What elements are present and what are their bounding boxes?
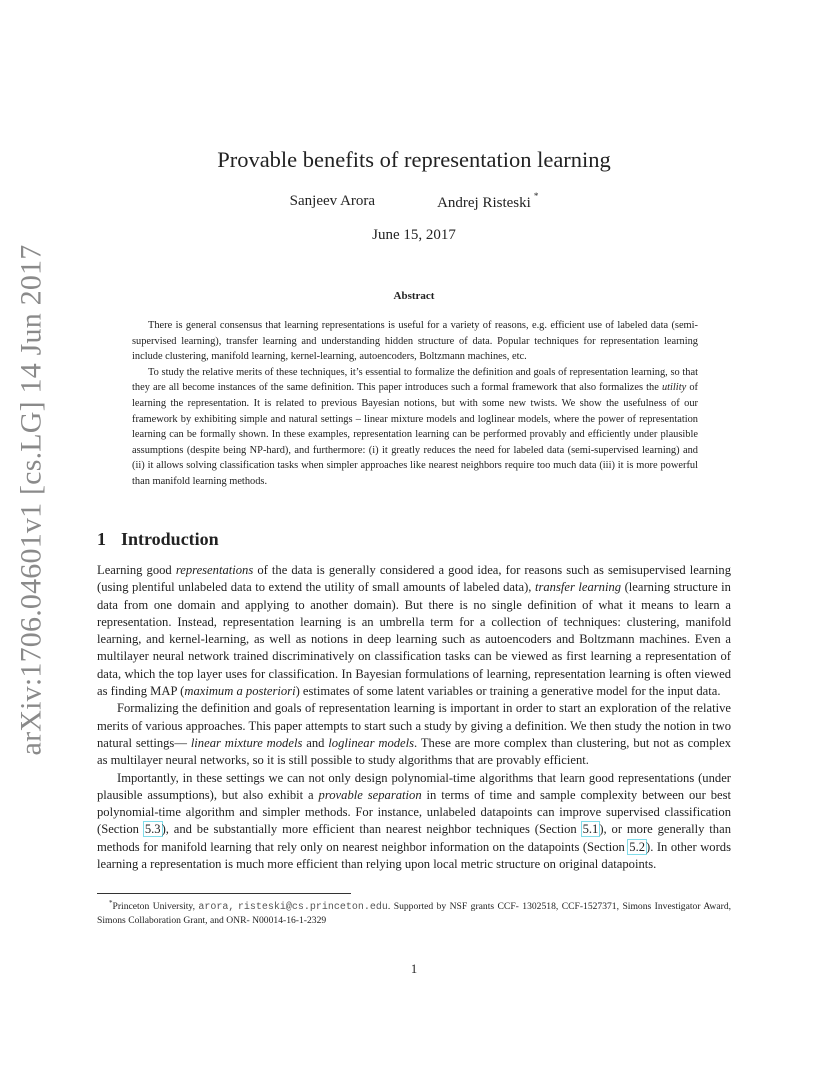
author-name: Andrej Risteski bbox=[437, 195, 531, 211]
body-paragraph: Learning good representations of the data is generally considered a good idea, for reasons such as semisupervised learning (using plentiful unlabeled data to extend the utility of small amounts of labeled data), transfer learning (learning structure in data from one domain and applying to another domain). But there is no single definition of what it means to learn a representation. Instead, representation learning is an umbrella term for a collection of techniques: clustering, manifold learning, and kernel-learning, as well as notions in deep learning such as autoencoders and Boltzmann machines. Even a multilayer neural network trained discriminatively on classification tasks can be viewed as first learning a representation of data, which the top layer uses for classification. In Bayesian formulations of learning, representation learning is often viewed as finding MAP (maximum a posteriori) estimates of some latent variables or training a generative model for the input data. bbox=[97, 563, 731, 699]
emphasis-text: maximum a posteriori bbox=[184, 684, 296, 699]
introduction-body bbox=[97, 562, 731, 873]
abstract-heading: Abstract bbox=[393, 290, 435, 302]
page-number: 1 bbox=[410, 962, 418, 976]
emphasis-text: utility bbox=[661, 382, 687, 394]
section-number: 1 bbox=[97, 529, 106, 549]
author-list bbox=[0, 193, 828, 212]
emphasis-text: representations bbox=[175, 563, 254, 577]
abstract-paragraph: To study the relative merits of these techniques, it’s essential to formalize the definition and goals of representation learning, so that they are all become instances of the same definition. This paper introduces such a formal framework that also formalizes the utility of learning the representation. It is related to previous Bayesian notions, but with some new twists. We show the usefulness of our framework by exhibiting simple and natural settings – linear mixture models and loglinear models, where the power of representation learning can be formally shown. In these examples, representation learning can be performed provably and efficiently under plausible assumptions (despite being NP-hard), and furthermore: (i) it greatly reduces the need for labeled data (semi-supervised learning) and (ii) it allows solving classification tasks when simpler approaches like nearest neighbors require too much data (iii) it is more powerful than manifold learning methods. bbox=[132, 366, 698, 487]
footnote-marker[interactable]: * bbox=[533, 191, 539, 201]
email-link[interactable]: risteski@cs.princeton.edu bbox=[237, 902, 388, 914]
paper-title: Provable benefits of representation learning bbox=[217, 147, 611, 172]
paper-date: June 15, 2017 bbox=[372, 227, 456, 243]
body-paragraph: Formalizing the definition and goals of representation learning is important in order to start an exploration of the relative merits of various approaches. This paper attempts to start such a study by giving a definition. We then study the notion in two natural settings— linear mixture models and loglinear models. These are more complex than clustering, but not as complex as multilayer neural networks, so it is still possible to study algorithms that are provably efficient. bbox=[97, 701, 732, 768]
footnote-text: *Princeton University, arora, risteski@cs.princeton.edu. Supported by NSF grants CCF- 1302518, CCF-1527371, Simons Investigator Award, Simons Collaboration Grant, and ONR- N00014-16-1-2329 bbox=[97, 899, 732, 927]
arxiv-identifier: arXiv:1706.04601v1 [cs.LG] 14 Jun 2017 bbox=[14, 244, 48, 756]
section-link[interactable]: 5.1 bbox=[582, 822, 599, 837]
footnote-divider bbox=[97, 893, 351, 894]
section-link[interactable]: 5.3 bbox=[144, 822, 161, 837]
abstract-paragraph: There is general consensus that learning representations is useful for a variety of reasons, e.g. efficient use of labeled data (semi-supervised learning), transfer learning and understanding hidden structure of data. Popular techniques for representation learning include clustering, manifold learning, kernel-learning, autoencoders, Boltzmann machines, etc. bbox=[132, 320, 698, 363]
author-entry bbox=[437, 193, 538, 212]
emphasis-text: transfer learning bbox=[534, 580, 622, 595]
emphasis-text: linear mixture models bbox=[190, 735, 303, 750]
footnote bbox=[97, 897, 731, 927]
abstract-body bbox=[132, 318, 698, 490]
body-paragraph: Importantly, in these settings we can not only design polynomial-time algorithms that learn good representations (under plausible assumptions), but also exhibit a provable separation in terms of time and sample complexity between our best polynomial-time algorithm and simpler methods. For instance, unlabeled datapoints can improve supervised classification (Section 5.3), and be substantially more efficient than nearest neighbor techniques (Section 5.1), or more generally than methods for manifold learning that rely only on nearest neighbor information on the datapoints (Section 5.2). In other words learning a representation is much more efficient than relying upon local metric structure on original datapoints. bbox=[97, 770, 731, 872]
section-heading bbox=[97, 529, 219, 550]
section-title: Introduction bbox=[121, 529, 219, 549]
section-link[interactable]: 5.2 bbox=[629, 839, 646, 854]
email-link[interactable]: arora, bbox=[198, 902, 235, 914]
emphasis-text: provable separation bbox=[318, 787, 422, 802]
emphasis-text: loglinear models bbox=[328, 735, 415, 750]
arxiv-stamp bbox=[10, 244, 52, 756]
footnote-marker: * bbox=[109, 899, 113, 907]
author-name: Sanjeev Arora bbox=[289, 193, 376, 209]
